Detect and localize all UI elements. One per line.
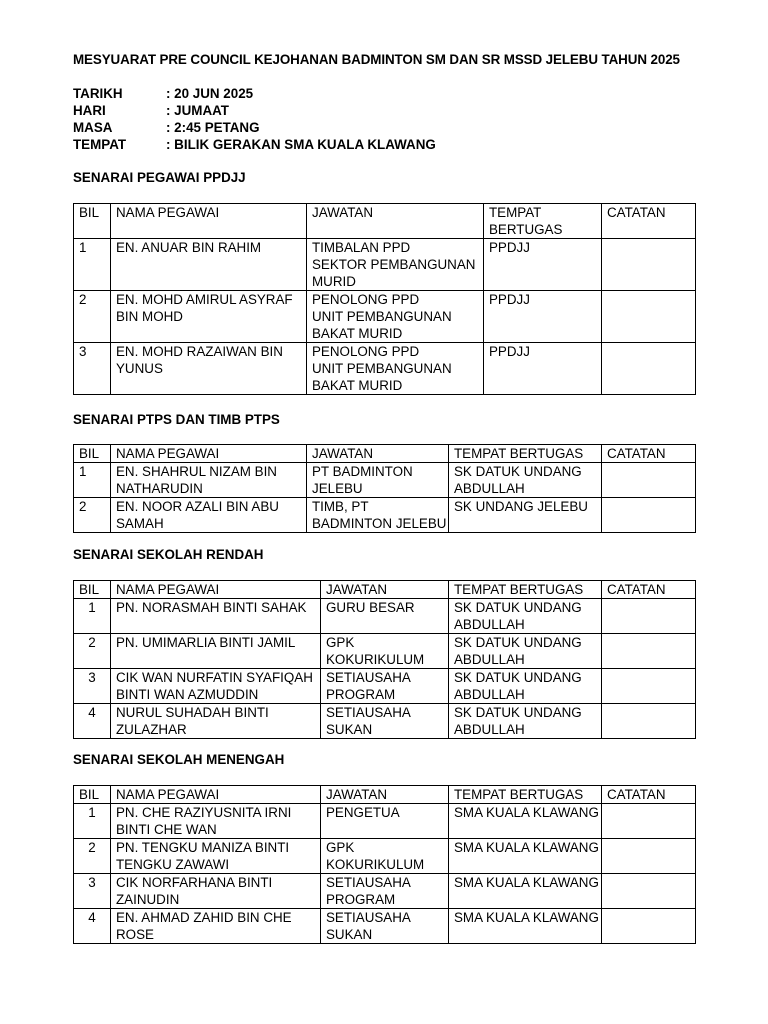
table-header-row bbox=[74, 581, 696, 599]
meta-value: : 20 JUN 2025 bbox=[166, 86, 254, 101]
cell-text-line: PT BADMINTON bbox=[312, 464, 413, 479]
cell-text-line: GPK bbox=[326, 840, 355, 855]
cell-bil: 2 bbox=[74, 291, 111, 343]
cell-jawatan bbox=[321, 839, 449, 874]
cell-bil: 2 bbox=[74, 498, 111, 533]
cell-text-line: TENGKU ZAWAWI bbox=[116, 857, 230, 872]
cell-nama bbox=[111, 498, 307, 533]
cell-text-line: EN. AHMAD ZAHID BIN CHE bbox=[116, 910, 292, 925]
column-header-tempat bbox=[449, 786, 602, 804]
cell-text-line: PPDJJ bbox=[489, 344, 530, 359]
cell-text-line: SETIAUSAHA bbox=[326, 705, 411, 720]
cell-jawatan bbox=[307, 343, 484, 395]
column-header-nama: NAMA PEGAWAI bbox=[111, 445, 307, 463]
cell-text-line: SETIAUSAHA bbox=[326, 670, 411, 685]
cell-catatan bbox=[602, 291, 696, 343]
cell-tempat bbox=[449, 704, 602, 739]
table-row bbox=[74, 463, 696, 498]
cell-text-line: SK DATUK UNDANG bbox=[454, 670, 582, 685]
cell-text-line: MURID bbox=[312, 274, 356, 289]
cell-jawatan bbox=[321, 669, 449, 704]
cell-text-line: NATHARUDIN bbox=[116, 481, 203, 496]
cell-text-line: SEKTOR PEMBANGUNAN bbox=[312, 257, 476, 272]
table-row bbox=[74, 291, 696, 343]
column-header-jawatan: JAWATAN bbox=[307, 445, 449, 463]
cell-tempat bbox=[484, 291, 602, 343]
column-header-nama: NAMA PEGAWAI bbox=[111, 581, 321, 599]
cell-text-line: BAKAT MURID bbox=[312, 326, 403, 341]
table-row bbox=[74, 704, 696, 739]
cell-text-line: UNIT PEMBANGUNAN bbox=[312, 361, 452, 376]
cell-jawatan bbox=[321, 874, 449, 909]
cell-text-line: BINTI CHE WAN bbox=[116, 822, 217, 837]
staff-table bbox=[73, 444, 696, 533]
cell-text-line: PROGRAM bbox=[326, 892, 396, 907]
cell-text-line: CIK NORFARHANA BINTI bbox=[116, 875, 273, 890]
cell-text-line: BADMINTON JELEBU bbox=[312, 516, 447, 531]
meta-label: TARIKH bbox=[73, 86, 123, 101]
cell-nama bbox=[111, 909, 321, 944]
cell-text-line: ZAINUDIN bbox=[116, 892, 180, 907]
column-header-bil: BIL bbox=[74, 204, 111, 239]
cell-bil: 4 bbox=[74, 909, 111, 944]
table-row bbox=[74, 874, 696, 909]
cell-bil: 3 bbox=[74, 343, 111, 395]
column-header-bil: BIL bbox=[74, 445, 111, 463]
staff-table bbox=[73, 203, 696, 395]
cell-catatan bbox=[602, 874, 696, 909]
cell-text-line: SMA KUALA KLAWANG bbox=[454, 910, 599, 925]
cell-text-line: SMA KUALA KLAWANG bbox=[454, 875, 599, 890]
cell-text-line: SMA KUALA KLAWANG bbox=[454, 805, 599, 820]
column-header-jawatan: JAWATAN bbox=[307, 204, 484, 239]
cell-text-line: NURUL SUHADAH BINTI bbox=[116, 705, 269, 720]
cell-text-line: JELEBU bbox=[312, 481, 363, 496]
staff-table bbox=[73, 785, 696, 944]
cell-jawatan bbox=[321, 909, 449, 944]
cell-nama bbox=[111, 599, 321, 634]
cell-bil: 1 bbox=[74, 239, 111, 291]
cell-text-line: SAMAH bbox=[116, 516, 164, 531]
cell-text-line: PN. TENGKU MANIZA BINTI bbox=[116, 840, 290, 855]
cell-catatan bbox=[602, 704, 696, 739]
column-header-tempat bbox=[449, 445, 602, 463]
cell-tempat bbox=[449, 634, 602, 669]
cell-nama bbox=[111, 634, 321, 669]
cell-text-line: GPK bbox=[326, 635, 355, 650]
cell-nama bbox=[111, 291, 307, 343]
cell-text-line: EN. MOHD RAZAIWAN BIN bbox=[116, 344, 283, 359]
cell-bil: 1 bbox=[74, 599, 111, 634]
cell-nama bbox=[111, 463, 307, 498]
cell-bil: 1 bbox=[74, 463, 111, 498]
column-header-catatan: CATATAN bbox=[602, 786, 696, 804]
cell-bil: 2 bbox=[74, 839, 111, 874]
cell-text-line: ABDULLAH bbox=[454, 652, 525, 667]
table-row bbox=[74, 599, 696, 634]
cell-tempat bbox=[449, 498, 602, 533]
cell-text-line: PENOLONG PPD bbox=[312, 344, 420, 359]
cell-text-line: UNIT PEMBANGUNAN bbox=[312, 309, 452, 324]
cell-text-line: TIMBALAN PPD bbox=[312, 240, 411, 255]
column-header-bil: BIL bbox=[74, 786, 111, 804]
cell-text-line: TEMPAT BERTUGAS bbox=[454, 582, 584, 597]
column-header-bil: BIL bbox=[74, 581, 111, 599]
cell-text-line: PN. NORASMAH BINTI SAHAK bbox=[116, 600, 307, 615]
cell-text-line: PN. UMIMARLIA BINTI JAMIL bbox=[116, 635, 296, 650]
cell-bil: 3 bbox=[74, 874, 111, 909]
cell-text-line: BINTI WAN AZMUDDIN bbox=[116, 687, 259, 702]
cell-text-line: KOKURIKULUM bbox=[326, 857, 425, 872]
cell-text-line: PENOLONG PPD bbox=[312, 292, 420, 307]
cell-text-line: EN. SHAHRUL NIZAM BIN bbox=[116, 464, 277, 479]
section-title-sekolah-rendah: SENARAI SEKOLAH RENDAH bbox=[73, 547, 264, 562]
column-header-nama: NAMA PEGAWAI bbox=[111, 204, 307, 239]
cell-text-line: TEMPAT BERTUGAS bbox=[454, 787, 584, 802]
document-title: MESYUARAT PRE COUNCIL KEJOHANAN BADMINTON SM DAN SR MSSD JELEBU TAHUN 2025 bbox=[73, 52, 680, 67]
cell-catatan bbox=[602, 634, 696, 669]
cell-catatan bbox=[602, 804, 696, 839]
staff-table bbox=[73, 580, 696, 739]
cell-bil: 2 bbox=[74, 634, 111, 669]
cell-text-line: SK DATUK UNDANG bbox=[454, 600, 582, 615]
cell-tempat bbox=[449, 669, 602, 704]
cell-text-line: SETIAUSAHA bbox=[326, 875, 411, 890]
cell-text-line: PENGETUA bbox=[326, 805, 400, 820]
cell-catatan bbox=[602, 599, 696, 634]
table-row bbox=[74, 498, 696, 533]
cell-text-line: BIN MOHD bbox=[116, 309, 183, 324]
cell-text-line: PPDJJ bbox=[489, 240, 530, 255]
cell-tempat bbox=[484, 239, 602, 291]
cell-text-line: BERTUGAS bbox=[489, 222, 563, 237]
table-header-row bbox=[74, 786, 696, 804]
table-row bbox=[74, 909, 696, 944]
cell-nama bbox=[111, 669, 321, 704]
meta-label: HARI bbox=[73, 103, 106, 118]
column-header-tempat bbox=[449, 581, 602, 599]
cell-catatan bbox=[602, 239, 696, 291]
table-header-row bbox=[74, 204, 696, 239]
cell-text-line: EN. MOHD AMIRUL ASYRAF bbox=[116, 292, 293, 307]
cell-text-line: SK UNDANG JELEBU bbox=[454, 499, 588, 514]
cell-catatan bbox=[602, 669, 696, 704]
cell-text-line: EN. NOOR AZALI BIN ABU bbox=[116, 499, 279, 514]
column-header-jawatan: JAWATAN bbox=[321, 581, 449, 599]
section-title-ptps: SENARAI PTPS DAN TIMB PTPS bbox=[73, 412, 280, 427]
column-header-nama: NAMA PEGAWAI bbox=[111, 786, 321, 804]
cell-jawatan bbox=[307, 239, 484, 291]
cell-text-line: ABDULLAH bbox=[454, 481, 525, 496]
meta-value: : BILIK GERAKAN SMA KUALA KLAWANG bbox=[166, 137, 436, 152]
cell-text-line: ABDULLAH bbox=[454, 722, 525, 737]
column-header-jawatan: JAWATAN bbox=[321, 786, 449, 804]
column-header-tempat bbox=[484, 204, 602, 239]
cell-nama bbox=[111, 874, 321, 909]
cell-text-line: TEMPAT bbox=[489, 205, 542, 220]
cell-text-line: SK DATUK UNDANG bbox=[454, 705, 582, 720]
cell-text-line: ABDULLAH bbox=[454, 617, 525, 632]
cell-text-line: SUKAN bbox=[326, 722, 373, 737]
cell-jawatan bbox=[307, 498, 449, 533]
cell-text-line: SETIAUSAHA bbox=[326, 910, 411, 925]
cell-jawatan bbox=[307, 291, 484, 343]
cell-text-line: ABDULLAH bbox=[454, 687, 525, 702]
section-title-ppdjj: SENARAI PEGAWAI PPDJJ bbox=[73, 170, 246, 185]
cell-tempat bbox=[449, 909, 602, 944]
column-header-catatan: CATATAN bbox=[602, 204, 696, 239]
cell-bil: 1 bbox=[74, 804, 111, 839]
meta-label: MASA bbox=[73, 120, 113, 135]
cell-catatan bbox=[602, 909, 696, 944]
column-header-catatan: CATATAN bbox=[602, 581, 696, 599]
meta-value: : 2:45 PETANG bbox=[166, 120, 260, 135]
cell-tempat bbox=[484, 343, 602, 395]
cell-tempat bbox=[449, 874, 602, 909]
table-row bbox=[74, 669, 696, 704]
cell-tempat bbox=[449, 804, 602, 839]
column-header-catatan: CATATAN bbox=[602, 445, 696, 463]
table-header-row bbox=[74, 445, 696, 463]
cell-jawatan bbox=[321, 804, 449, 839]
cell-text-line: SUKAN bbox=[326, 927, 373, 942]
cell-nama bbox=[111, 239, 307, 291]
cell-jawatan bbox=[321, 704, 449, 739]
cell-nama bbox=[111, 804, 321, 839]
section-title-sekolah-menengah: SENARAI SEKOLAH MENENGAH bbox=[73, 752, 285, 767]
table-row bbox=[74, 239, 696, 291]
cell-tempat bbox=[449, 463, 602, 498]
cell-catatan bbox=[602, 839, 696, 874]
cell-nama bbox=[111, 343, 307, 395]
table-row bbox=[74, 804, 696, 839]
cell-tempat bbox=[449, 599, 602, 634]
cell-text-line: GURU BESAR bbox=[326, 600, 415, 615]
cell-jawatan bbox=[321, 599, 449, 634]
meta-value: : JUMAAT bbox=[166, 103, 229, 118]
cell-catatan bbox=[602, 463, 696, 498]
table-row bbox=[74, 634, 696, 669]
cell-nama bbox=[111, 839, 321, 874]
table-row bbox=[74, 343, 696, 395]
cell-text-line: ROSE bbox=[116, 927, 154, 942]
cell-text-line: SK DATUK UNDANG bbox=[454, 464, 582, 479]
cell-jawatan bbox=[307, 463, 449, 498]
cell-text-line: SMA KUALA KLAWANG bbox=[454, 840, 599, 855]
cell-text-line: ZULAZHAR bbox=[116, 722, 187, 737]
cell-text-line: KOKURIKULUM bbox=[326, 652, 425, 667]
cell-jawatan bbox=[321, 634, 449, 669]
meta-label: TEMPAT bbox=[73, 137, 127, 152]
cell-text-line: BAKAT MURID bbox=[312, 378, 403, 393]
cell-text-line: TEMPAT BERTUGAS bbox=[454, 446, 584, 461]
cell-tempat bbox=[449, 839, 602, 874]
cell-catatan bbox=[602, 343, 696, 395]
cell-text-line: PROGRAM bbox=[326, 687, 396, 702]
cell-text-line: YUNUS bbox=[116, 361, 163, 376]
cell-text-line: PN. CHE RAZIYUSNITA IRNI bbox=[116, 805, 292, 820]
cell-bil: 3 bbox=[74, 669, 111, 704]
cell-text-line: TIMB, PT bbox=[312, 499, 369, 514]
cell-text-line: EN. ANUAR BIN RAHIM bbox=[116, 240, 262, 255]
cell-text-line: CIK WAN NURFATIN SYAFIQAH bbox=[116, 670, 313, 685]
cell-catatan bbox=[602, 498, 696, 533]
cell-text-line: SK DATUK UNDANG bbox=[454, 635, 582, 650]
table-row bbox=[74, 839, 696, 874]
cell-text-line: PPDJJ bbox=[489, 292, 530, 307]
cell-bil: 4 bbox=[74, 704, 111, 739]
cell-nama bbox=[111, 704, 321, 739]
